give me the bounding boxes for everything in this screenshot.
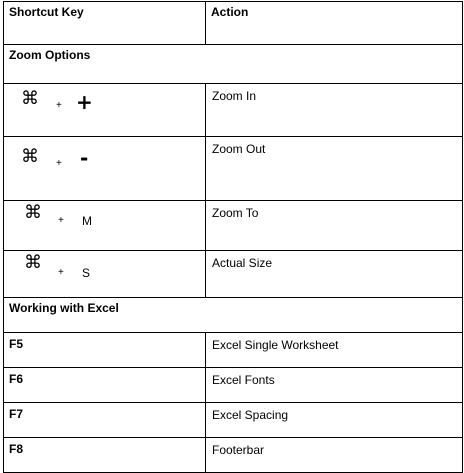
- table-row: [4, 251, 463, 298]
- section-zoom-options: Zoom Options: [4, 45, 463, 84]
- table-row: [4, 438, 463, 473]
- shortcut-cell: [4, 251, 206, 298]
- action-cell: Zoom Out: [206, 137, 463, 201]
- shortcut-table: [3, 1, 463, 473]
- section-row-zoom: [4, 45, 463, 84]
- shortcut-key-f6: F6: [4, 368, 206, 403]
- plus-separator: +: [58, 215, 64, 226]
- m-key: M: [82, 214, 92, 228]
- shortcut-cell: [4, 137, 206, 201]
- command-key-icon: ⌘: [24, 252, 42, 273]
- table-row: [4, 368, 463, 403]
- command-key-icon: ⌘: [21, 88, 39, 109]
- table-row: [4, 84, 463, 137]
- plus-separator: +: [58, 267, 64, 278]
- plus-separator: +: [56, 100, 62, 111]
- action-cell: Excel Spacing: [206, 403, 463, 438]
- action-cell: Actual Size: [206, 251, 463, 298]
- shortcut-key-f5: F5: [4, 333, 206, 368]
- action-cell: Zoom To: [206, 201, 463, 251]
- table-row: [4, 137, 463, 201]
- action-cell: Zoom In: [206, 84, 463, 137]
- section-row-excel: [4, 298, 463, 333]
- shortcut-key-f7: F7: [4, 403, 206, 438]
- command-key-icon: ⌘: [24, 202, 42, 223]
- table-row: [4, 403, 463, 438]
- shortcut-key-f8: F8: [4, 438, 206, 473]
- plus-separator: +: [56, 158, 62, 169]
- table-row: [4, 201, 463, 251]
- command-key-icon: ⌘: [21, 146, 39, 167]
- table-header-row: [4, 2, 463, 45]
- header-shortcut-key: Shortcut Key: [4, 2, 206, 45]
- shortcut-cell: [4, 201, 206, 251]
- action-cell: Excel Single Worksheet: [206, 333, 463, 368]
- s-key: S: [82, 266, 91, 280]
- shortcut-cell: [4, 84, 206, 137]
- header-action: Action: [206, 2, 463, 45]
- table-row: [4, 333, 463, 368]
- plus-key-icon: +: [76, 90, 93, 114]
- action-cell: Excel Fonts: [206, 368, 463, 403]
- minus-key-icon: -: [80, 146, 89, 170]
- action-cell: Footerbar: [206, 438, 463, 473]
- section-working-with-excel: Working with Excel: [4, 298, 463, 333]
